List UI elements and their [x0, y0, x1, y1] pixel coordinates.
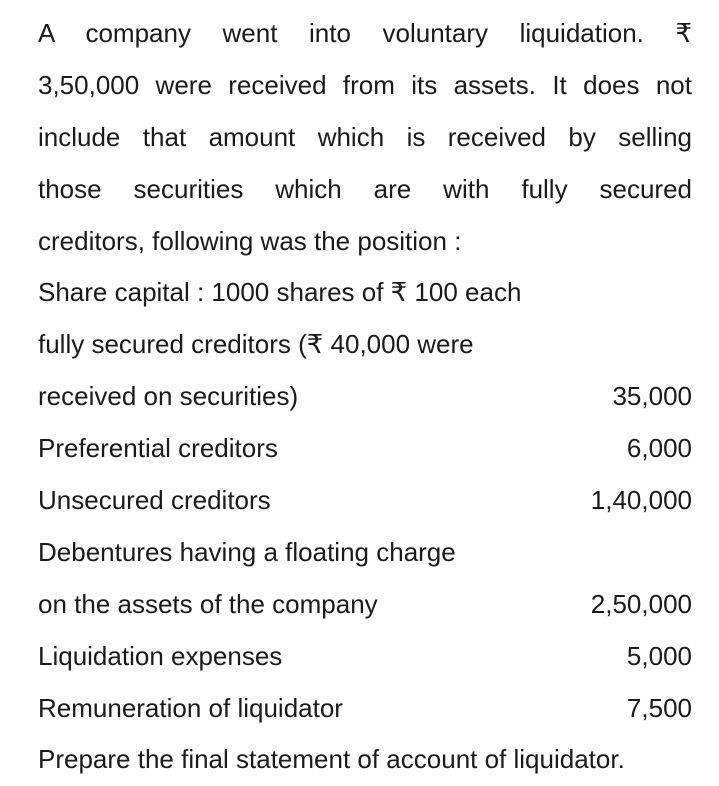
closing-instruction: Prepare the final statement of account of liquidator.	[38, 744, 625, 775]
item-amount: 1,40,000	[590, 485, 692, 516]
item-liquidation-expenses	[38, 631, 692, 683]
item-liquidator-remuneration	[38, 683, 692, 735]
item-label: received on securities)	[38, 381, 299, 412]
item-preferential-creditors	[38, 423, 692, 475]
item-label: Remuneration of liquidator	[38, 692, 343, 723]
item-debentures-label-1: Debentures having a floating charge	[38, 536, 456, 567]
question-text	[38, 8, 692, 786]
item-amount: 2,50,000	[590, 588, 692, 619]
intro-line-5: creditors, following was the position :	[38, 225, 462, 256]
intro-line-1: A company went into voluntary liquidation. ₹	[38, 18, 692, 48]
item-amount: 6,000	[626, 433, 692, 464]
intro-line-3: include that amount which is received by selling	[38, 121, 692, 152]
item-label: Liquidation expenses	[38, 640, 283, 671]
intro-line-4: those securities which are with fully secured	[38, 173, 692, 204]
item-amount: 7,500	[626, 692, 692, 723]
item-unsecured-creditors	[38, 475, 692, 527]
item-label: Unsecured creditors	[38, 485, 271, 516]
item-amount: 35,000	[612, 381, 692, 412]
intro-line-2: 3,50,000 were received from its assets. It does not	[38, 69, 692, 100]
item-debentures	[38, 579, 692, 631]
item-label: on the assets of the company	[38, 588, 378, 619]
item-amount: 5,000	[626, 640, 692, 671]
item-secured-label-1: fully secured creditors (₹ 40,000 were	[38, 329, 474, 360]
item-secured-creditors	[38, 371, 692, 423]
share-capital-line: Share capital : 1000 shares of ₹ 100 each	[38, 277, 522, 308]
item-label: Preferential creditors	[38, 433, 278, 464]
